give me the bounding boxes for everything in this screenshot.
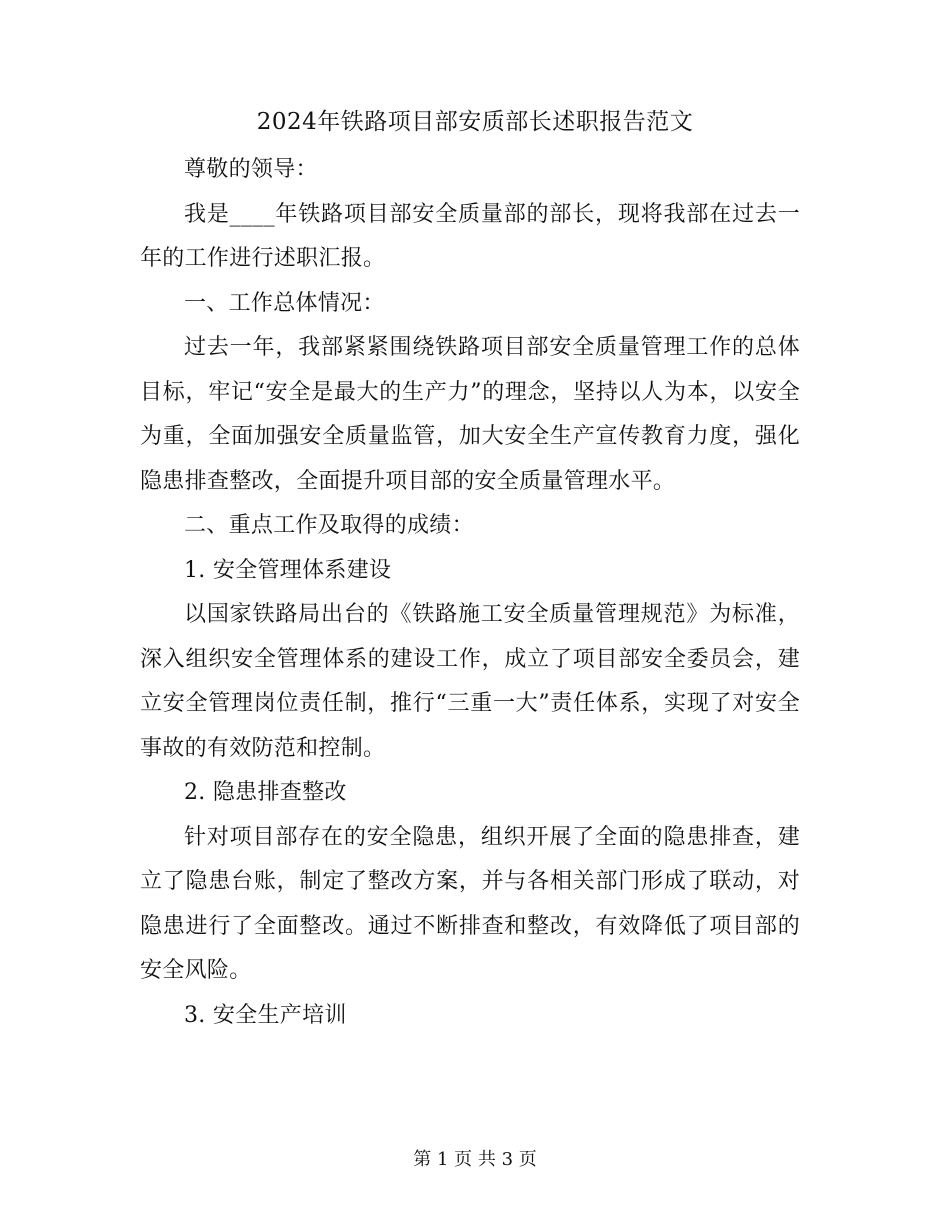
page-footer (0, 1147, 950, 1173)
section-heading-overview: 一、工作总体情况： (184, 290, 385, 316)
salutation: 尊敬的领导： (184, 157, 318, 182)
intro-paragraph: 我是____年铁路项目部安全质量部的部长，现将我部在过去一年的工作进行述职汇报。 (140, 201, 800, 271)
section-heading-key-work: 二、重点工作及取得的成绩： (184, 513, 474, 538)
overview-paragraph: 过去一年，我部紧紧围绕铁路项目部安全质量管理工作的总体目标，牢记“安全是最大的生产力”的理念，坚持以人为本，以安全为重，全面加强安全质量监管，加大安全生产宣传教育力度，强化隐患排查整改，全面提升项目部的安全质量管理水平。 (140, 335, 800, 494)
document-body (140, 148, 800, 1038)
subheading-hazard-rectification: 2. 隐患排查整改 (184, 780, 347, 805)
safety-system-paragraph: 以国家铁路局出台的《铁路施工安全质量管理规范》为标准，深入组织安全管理体系的建设工作，成立了项目部安全委员会，建立安全管理岗位责任制，推行“三重一大”责任体系，实现了对安全事故的有效防范和控制。 (140, 602, 800, 761)
subheading-safety-system: 1. 安全管理体系建设 (184, 557, 392, 583)
page-number-label: 第 1 页 共 3 页 (413, 1149, 537, 1170)
hazard-rectification-paragraph: 针对项目部存在的安全隐患，组织开展了全面的隐患排查，建立了隐患台账，制定了整改方案，并与各相关部门形成了联动，对隐患进行了全面整改。通过不断排查和整改，有效降低了项目部的安全风险。 (140, 824, 800, 983)
document-title: 2024年铁路项目部安质部长述职报告范文 (256, 109, 694, 135)
subheading-safety-training: 3. 安全生产培训 (184, 1002, 347, 1028)
